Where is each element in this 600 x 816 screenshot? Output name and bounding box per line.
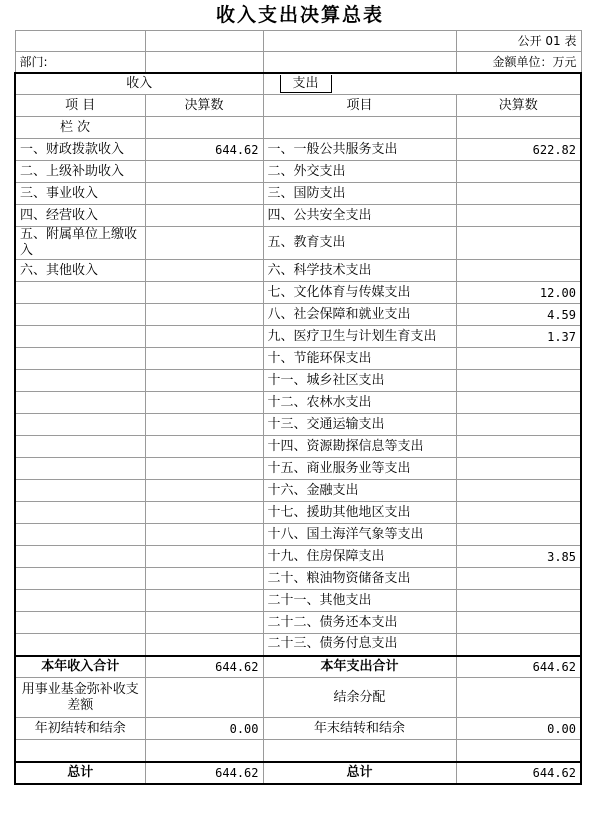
blank-cell [456,73,581,95]
income-item: 五、附属单位上缴收入 [15,227,145,260]
blank-cell [15,31,145,52]
income-amount [145,205,263,227]
total-income-label: 本年收入合计 [15,656,145,678]
income-item [15,304,145,326]
grand-total-label: 总计 [263,762,456,784]
expense-item: 七、文化体育与传媒支出 [263,282,456,304]
total-expense-amount: 644.62 [456,656,581,678]
expense-item: 十八、国土海洋气象等支出 [263,524,456,546]
grand-total-amount: 644.62 [456,762,581,784]
expense-amount [456,634,581,656]
expense-item: 二十、粮油物资储备支出 [263,568,456,590]
expense-amount: 4.59 [456,304,581,326]
expense-amount [456,183,581,205]
blank-cell [263,117,456,139]
table-row [15,260,581,282]
income-header: 收入 [15,73,263,95]
income-amount [145,326,263,348]
expense-amount: 12.00 [456,282,581,304]
blank-cell [145,117,263,139]
expense-amount [456,370,581,392]
income-amount [145,282,263,304]
table-row [15,546,581,568]
income-amount [145,480,263,502]
income-item: 六、其他收入 [15,260,145,282]
expense-item: 六、科学技术支出 [263,260,456,282]
income-item [15,392,145,414]
income-amount [145,304,263,326]
income-amount [145,458,263,480]
expense-amount [456,458,581,480]
blank-cell [456,117,581,139]
surplus-distribution-amount [456,678,581,718]
end-balance-amount: 0.00 [456,718,581,740]
page-title: 收入支出决算总表 [215,4,384,26]
income-amount [145,414,263,436]
column-header-amount: 决算数 [145,95,263,117]
expense-amount [456,480,581,502]
column-header-item: 项 目 [15,95,145,117]
expense-item: 八、社会保障和就业支出 [263,304,456,326]
expense-amount [456,227,581,260]
income-item [15,634,145,656]
income-item: 一、财政拨款收入 [15,139,145,161]
income-amount [145,348,263,370]
table-row [15,227,581,260]
table-row [15,436,581,458]
summary-row [15,718,581,740]
expense-item: 二十一、其他支出 [263,590,456,612]
income-item [15,612,145,634]
summary-row [15,762,581,784]
fund-offset-label: 用事业基金弥补收支差额 [15,678,145,718]
income-item [15,480,145,502]
expense-amount [456,524,581,546]
income-amount [145,370,263,392]
table-row [15,590,581,612]
expense-item: 十二、农林水支出 [263,392,456,414]
table-row [15,392,581,414]
expense-item: 五、教育支出 [263,227,456,260]
end-balance-label: 年末结转和结余 [263,718,456,740]
table-row [15,282,581,304]
income-amount [145,524,263,546]
blank-cell [263,740,456,762]
expense-amount [456,414,581,436]
column-header-item: 项目 [263,95,456,117]
table-row [15,183,581,205]
income-amount [145,161,263,183]
expense-item: 二十三、债务付息支出 [263,634,456,656]
summary-row [15,678,581,718]
income-amount [145,590,263,612]
blank-cell [456,740,581,762]
table-row [15,568,581,590]
row-index-label: 栏 次 [15,117,145,139]
expense-amount [456,568,581,590]
expense-item: 九、医疗卫生与计划生育支出 [263,326,456,348]
begin-balance-label: 年初结转和结余 [15,718,145,740]
expense-item: 十六、金融支出 [263,480,456,502]
expense-header-label: 支出 [280,75,332,93]
income-amount: 644.62 [145,139,263,161]
expense-item: 四、公共安全支出 [263,205,456,227]
expense-amount [456,502,581,524]
grand-total-label: 总计 [15,762,145,784]
table-row [15,502,581,524]
expense-amount: 3.85 [456,546,581,568]
income-item: 四、经营收入 [15,205,145,227]
income-amount [145,502,263,524]
expense-amount [456,205,581,227]
income-amount [145,392,263,414]
expense-amount: 622.82 [456,139,581,161]
expense-item: 十一、城乡社区支出 [263,370,456,392]
income-amount [145,227,263,260]
income-item [15,326,145,348]
expense-amount [456,590,581,612]
income-item [15,282,145,304]
budget-summary-table [14,30,582,785]
grand-total-amount: 644.62 [145,762,263,784]
expense-item: 一、一般公共服务支出 [263,139,456,161]
income-amount [145,612,263,634]
expense-amount [456,260,581,282]
begin-balance-amount: 0.00 [145,718,263,740]
table-row [15,348,581,370]
expense-amount [456,392,581,414]
income-item: 三、事业收入 [15,183,145,205]
surplus-distribution-label: 结余分配 [263,678,456,718]
income-item [15,458,145,480]
income-item [15,436,145,458]
income-item [15,568,145,590]
expense-item: 十五、商业服务业等支出 [263,458,456,480]
department-label: 部门: [15,52,145,73]
expense-item: 十七、援助其他地区支出 [263,502,456,524]
blank-cell [263,52,456,73]
table-row [15,634,581,656]
column-header-amount: 决算数 [456,95,581,117]
blank-cell [145,740,263,762]
income-amount [145,260,263,282]
summary-row [15,656,581,678]
table-row [15,326,581,348]
table-row [15,458,581,480]
unit-label: 金额单位：万元 [456,52,581,73]
income-item [15,414,145,436]
table-row [15,612,581,634]
expense-amount [456,612,581,634]
expense-item: 三、国防支出 [263,183,456,205]
expense-item: 十四、资源勘探信息等支出 [263,436,456,458]
expense-item: 二十二、债务还本支出 [263,612,456,634]
expense-item: 二、外交支出 [263,161,456,183]
income-item [15,546,145,568]
income-item [15,370,145,392]
expense-header [263,73,456,95]
expense-item: 十三、交通运输支出 [263,414,456,436]
expense-amount [456,161,581,183]
income-item [15,590,145,612]
expense-amount [456,436,581,458]
income-item [15,524,145,546]
fund-offset-amount [145,678,263,718]
total-expense-label: 本年支出合计 [263,656,456,678]
table-row [15,304,581,326]
table-row [15,414,581,436]
blank-cell [15,740,145,762]
table-row [15,205,581,227]
income-item: 二、上级补助收入 [15,161,145,183]
summary-row [15,740,581,762]
expense-item: 十九、住房保障支出 [263,546,456,568]
expense-item: 十、节能环保支出 [263,348,456,370]
table-row [15,480,581,502]
department-value [145,52,263,73]
form-number: 公开 01 表 [456,31,581,52]
blank-cell [263,31,456,52]
expense-amount [456,348,581,370]
income-amount [145,568,263,590]
income-amount [145,436,263,458]
total-income-amount: 644.62 [145,656,263,678]
income-item [15,502,145,524]
income-amount [145,634,263,656]
table-row [15,161,581,183]
table-row [15,139,581,161]
income-amount [145,546,263,568]
table-row [15,524,581,546]
expense-amount: 1.37 [456,326,581,348]
income-amount [145,183,263,205]
table-row [15,370,581,392]
income-item [15,348,145,370]
blank-cell [145,31,263,52]
